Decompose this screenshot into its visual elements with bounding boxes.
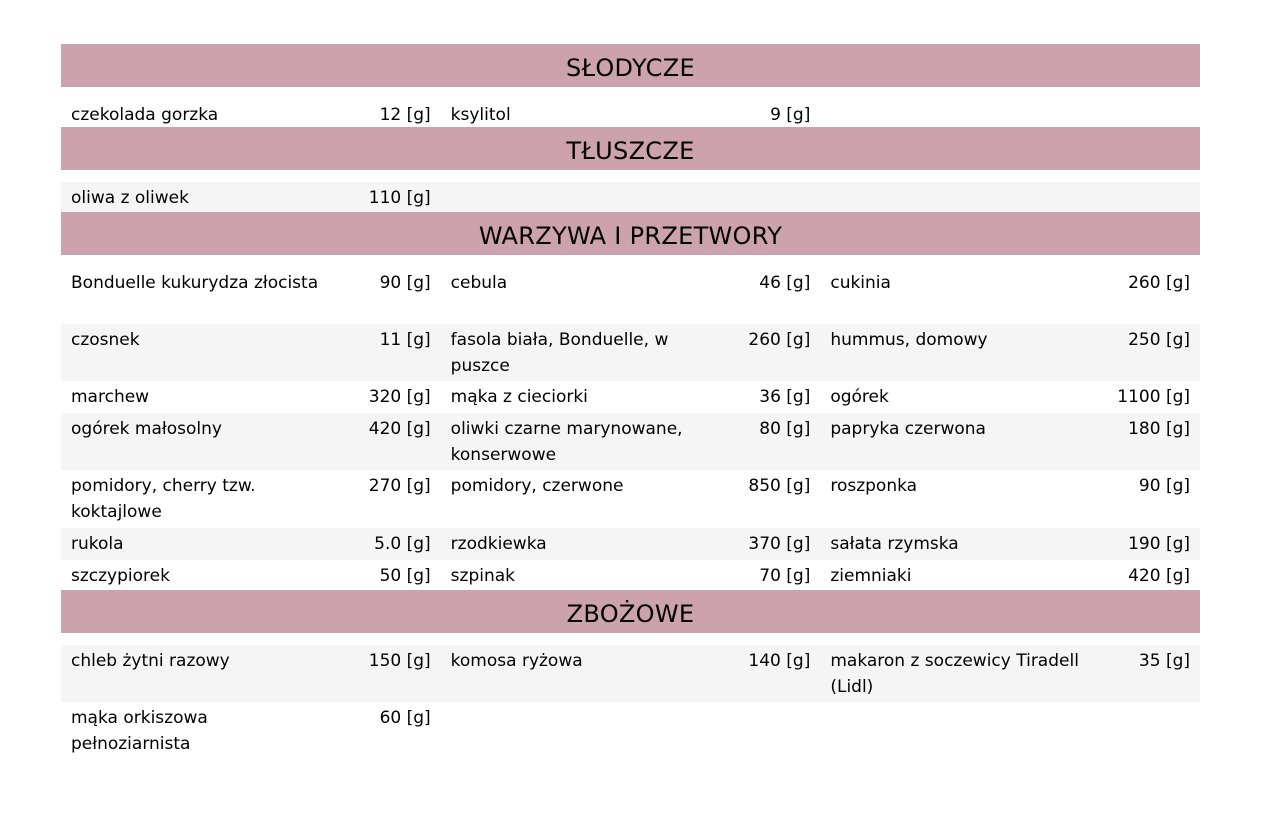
- item-quantity: 35 [g]: [1138, 651, 1191, 671]
- section-gap: [61, 255, 1200, 267]
- item-quantity: 36 [g]: [759, 387, 811, 407]
- shopping-list: [61, 44, 1200, 759]
- item-quantity: 90 [g]: [1138, 476, 1191, 496]
- list-item: [61, 470, 441, 528]
- list-item: [61, 324, 441, 381]
- table-row: [61, 381, 1200, 413]
- item-quantity: 90 [g]: [379, 273, 431, 293]
- section-header: ZBOŻOWE: [61, 590, 1200, 633]
- item-quantity: 110 [g]: [368, 188, 431, 208]
- table-row: [61, 413, 1200, 470]
- item-name: mąka orkiszowa pełnoziarnista: [71, 708, 208, 754]
- item-name: czekolada gorzka: [71, 105, 219, 125]
- item-quantity: 140 [g]: [748, 651, 811, 671]
- item-name: szczypiorek: [71, 566, 170, 586]
- section-gap: [61, 633, 1200, 645]
- section-header: WARZYWA I PRZETWORY: [61, 212, 1200, 255]
- item-name: czosnek: [71, 330, 140, 350]
- item-name: ogórek: [830, 387, 889, 407]
- table-row: [61, 560, 1200, 590]
- item-name: makaron z soczewicy Tiradell (Lidl): [830, 651, 1079, 697]
- section-vegetables: [61, 212, 1200, 590]
- list-item: [441, 560, 821, 590]
- item-quantity: 260 [g]: [748, 330, 811, 350]
- list-item: [820, 324, 1200, 381]
- item-name: roszponka: [830, 476, 918, 496]
- item-quantity: 50 [g]: [379, 566, 431, 586]
- list-item-empty: [820, 182, 1200, 212]
- item-name: pomidory, cherry tzw. koktajlowe: [71, 476, 256, 522]
- list-item: [441, 645, 821, 702]
- section-gap: [61, 170, 1200, 182]
- list-item: [441, 99, 821, 129]
- item-quantity: 11 [g]: [379, 330, 431, 350]
- list-item: [441, 324, 821, 381]
- item-name: rukola: [71, 534, 124, 554]
- item-name: ogórek małosolny: [71, 419, 222, 439]
- item-quantity: 180 [g]: [1128, 419, 1191, 439]
- table-row: [61, 702, 1200, 759]
- list-item: [441, 267, 821, 324]
- item-name: pomidory, czerwone: [450, 476, 624, 496]
- list-item-empty: [441, 182, 821, 212]
- list-item: [61, 413, 441, 470]
- section-header: SŁODYCZE: [61, 44, 1200, 87]
- list-item: [61, 528, 441, 560]
- item-quantity: 370 [g]: [748, 534, 811, 554]
- list-item: [820, 470, 1200, 528]
- item-quantity: 46 [g]: [759, 273, 811, 293]
- table-row: [61, 324, 1200, 381]
- item-name: chleb żytni razowy: [71, 651, 230, 671]
- item-quantity: 420 [g]: [1128, 566, 1191, 586]
- item-name: oliwki czarne marynowane, konserwowe: [450, 419, 683, 465]
- list-item: [441, 528, 821, 560]
- list-item: [61, 182, 441, 212]
- item-quantity: 150 [g]: [368, 651, 431, 671]
- item-name: ksylitol: [450, 105, 511, 125]
- list-item: [820, 267, 1200, 324]
- list-item: [820, 560, 1200, 590]
- item-name: cebula: [450, 273, 508, 293]
- list-item: [61, 645, 441, 702]
- item-name: oliwa z oliwek: [71, 188, 189, 208]
- list-item-empty: [820, 702, 1200, 759]
- item-quantity: 60 [g]: [379, 708, 431, 728]
- table-row: [61, 267, 1200, 324]
- list-item-empty: [820, 99, 1200, 129]
- item-name: hummus, domowy: [830, 330, 988, 350]
- list-item: [61, 560, 441, 590]
- item-quantity: 1100 [g]: [1117, 387, 1191, 407]
- item-quantity: 12 [g]: [379, 105, 431, 125]
- table-row: [61, 99, 1200, 129]
- section-fats: [61, 127, 1200, 212]
- list-item: [441, 381, 821, 413]
- table-row: [61, 528, 1200, 560]
- section-grains: [61, 590, 1200, 759]
- item-quantity: 9 [g]: [770, 105, 811, 125]
- item-quantity: 320 [g]: [368, 387, 431, 407]
- list-item: [61, 99, 441, 129]
- item-quantity: 190 [g]: [1128, 534, 1191, 554]
- table-row: [61, 645, 1200, 702]
- item-quantity: 70 [g]: [759, 566, 811, 586]
- table-row: [61, 470, 1200, 528]
- list-item: [820, 645, 1200, 702]
- list-item: [820, 528, 1200, 560]
- item-name: mąka z cieciorki: [450, 387, 588, 407]
- section-sweets: [61, 44, 1200, 129]
- list-item: [441, 470, 821, 528]
- item-quantity: 270 [g]: [368, 476, 431, 496]
- item-name: rzodkiewka: [450, 534, 547, 554]
- item-quantity: 250 [g]: [1128, 330, 1191, 350]
- list-item: [61, 267, 441, 324]
- item-name: marchew: [71, 387, 150, 407]
- list-item: [820, 413, 1200, 470]
- list-item: [441, 413, 821, 470]
- section-gap: [61, 87, 1200, 99]
- item-quantity: 260 [g]: [1128, 273, 1191, 293]
- item-quantity: 80 [g]: [759, 419, 811, 439]
- item-quantity: 5.0 [g]: [374, 534, 431, 554]
- list-item: [61, 702, 441, 759]
- list-item: [61, 381, 441, 413]
- list-item-empty: [441, 702, 821, 759]
- list-item: [820, 381, 1200, 413]
- item-quantity: 850 [g]: [748, 476, 811, 496]
- item-name: cukinia: [830, 273, 891, 293]
- item-name: fasola biała, Bonduelle, w puszce: [450, 330, 669, 376]
- item-name: papryka czerwona: [830, 419, 986, 439]
- item-name: ziemniaki: [830, 566, 912, 586]
- item-quantity: 420 [g]: [368, 419, 431, 439]
- item-name: szpinak: [450, 566, 516, 586]
- table-row: [61, 182, 1200, 212]
- item-name: sałata rzymska: [830, 534, 959, 554]
- item-name: komosa ryżowa: [450, 651, 583, 671]
- section-header: TŁUSZCZE: [61, 127, 1200, 170]
- item-name: Bonduelle kukurydza złocista: [71, 273, 319, 293]
